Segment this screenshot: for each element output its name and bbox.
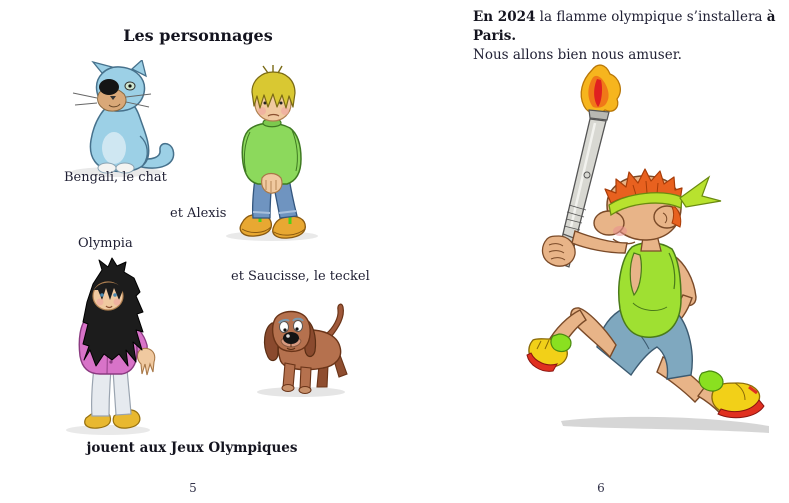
dog-label: et Saucisse, le teckel (231, 269, 370, 284)
olympia-illustration (56, 256, 164, 438)
cat-label: Bengali, le chat (64, 170, 167, 185)
torch-runner-illustration (483, 57, 773, 457)
alexis-illustration (216, 64, 324, 246)
dog-illustration (243, 297, 358, 402)
intro-bold-year: En 2024 (473, 9, 536, 25)
intro-text: la flamme olympique s’installera (535, 9, 767, 25)
footer-line: jouent aux Jeux Olympiques (86, 440, 298, 456)
olympia-label: Olympia (78, 236, 133, 251)
left-page-number: 5 (189, 481, 197, 495)
cat-illustration (57, 60, 182, 180)
intro-bold-paris: à Paris. (473, 9, 776, 44)
right-page-number: 6 (597, 481, 605, 495)
intro-line-2: Nous allons bien nous amuser. (473, 47, 682, 63)
alexis-label: et Alexis (170, 206, 227, 221)
right-page (455, 0, 789, 503)
page-title: Les personnages (123, 26, 273, 45)
